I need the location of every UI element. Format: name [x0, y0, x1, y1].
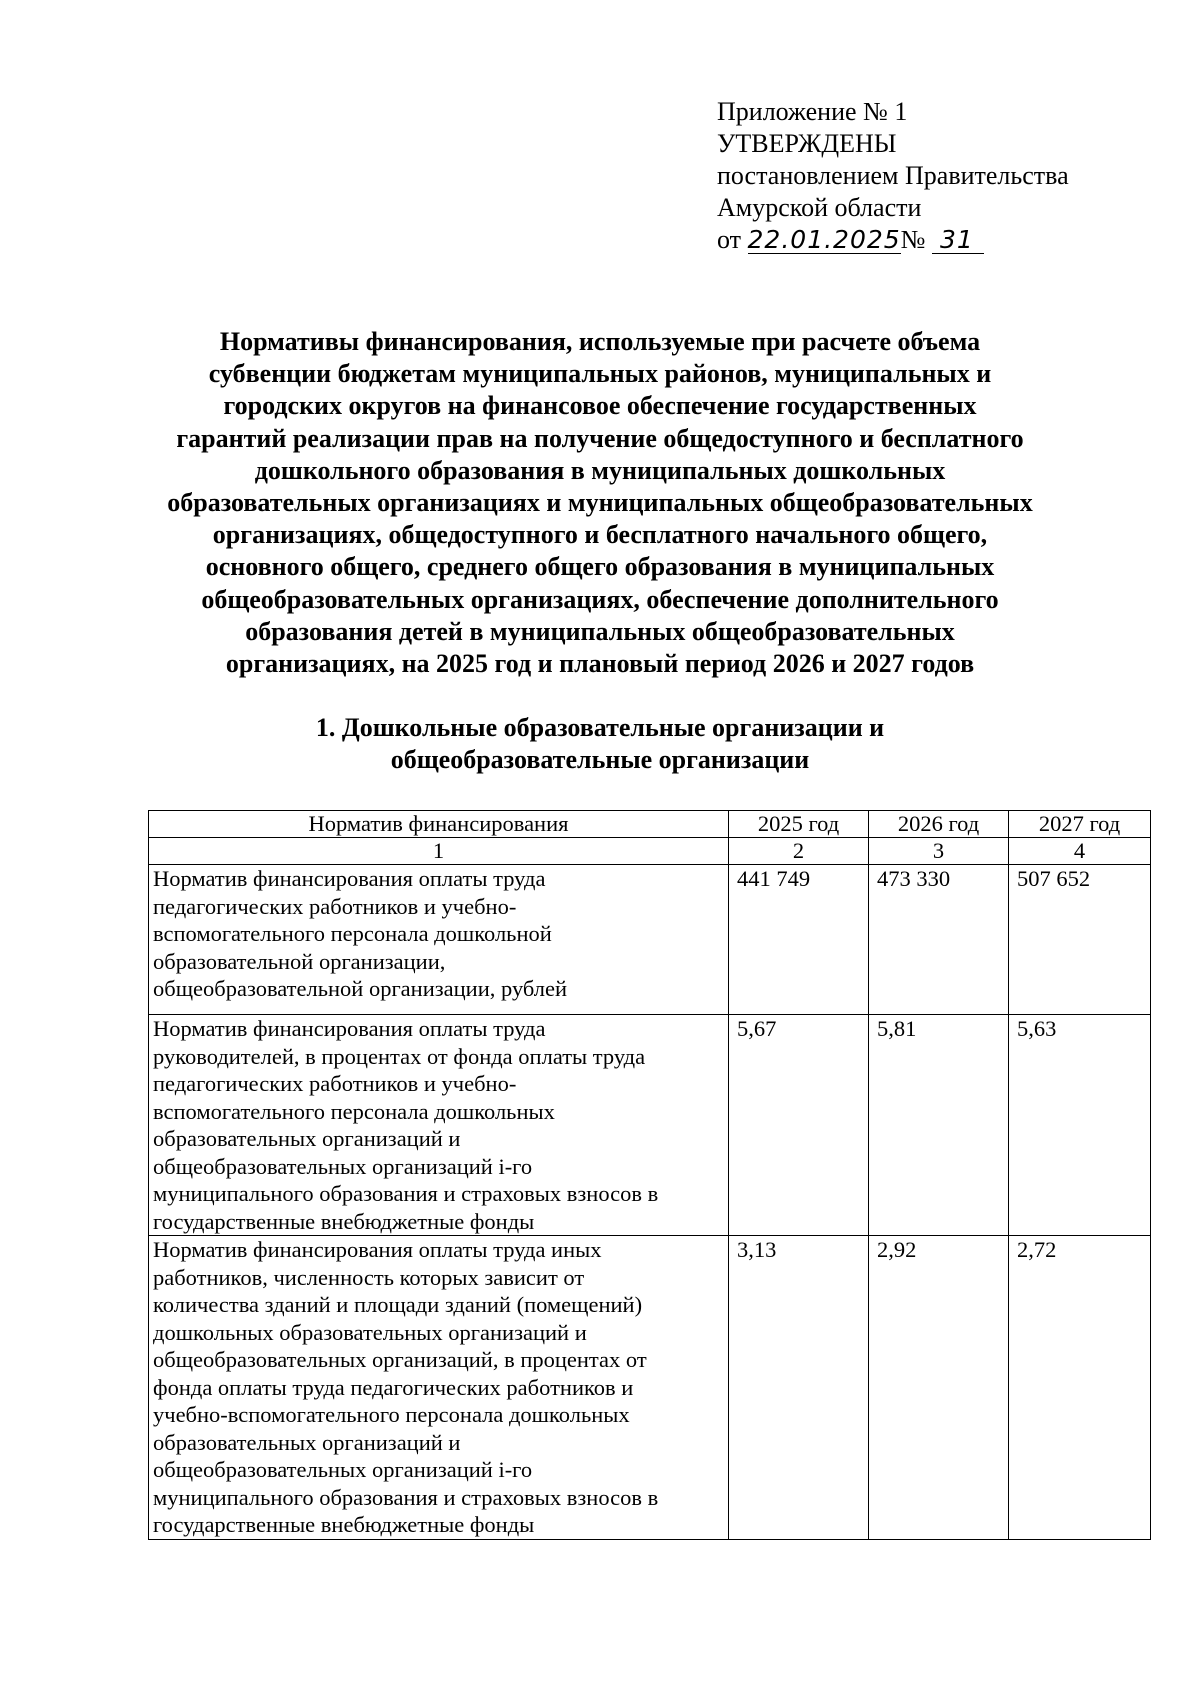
- title-line: общеобразовательных организациях, обеспечение дополнительного: [201, 584, 999, 614]
- description-line: Норматив финансирования оплаты труда иных: [153, 1237, 602, 1262]
- title-line: основного общего, среднего общего образования в муниципальных: [205, 552, 995, 582]
- description-line: государственные внебюджетные фонды: [153, 1512, 535, 1537]
- title-line: организациях, на 2025 год и плановый период 2026 и 2027 годов: [225, 649, 975, 679]
- description-line: образовательных организаций и: [153, 1429, 461, 1455]
- value-2025: 3,13: [729, 1236, 869, 1540]
- description-line: педагогических работников и учебно-: [153, 893, 517, 919]
- table-row: [149, 1236, 1151, 1540]
- description-line: вспомогательного персонала дошкольных: [153, 1098, 555, 1124]
- column-number-cell: 3: [869, 838, 1009, 865]
- document-title: [140, 326, 1060, 680]
- description-line: фонда оплаты труда педагогических работников и: [153, 1374, 634, 1400]
- norm-description: [149, 865, 729, 1015]
- approval-block: [717, 96, 1069, 256]
- title-line: организациях, общедоступного и бесплатного начального общего,: [212, 520, 988, 550]
- handwritten-number: 31: [932, 227, 984, 254]
- title-line: дошкольного образования в муниципальных дошкольных: [254, 455, 946, 485]
- column-number-cell: 1: [149, 838, 729, 865]
- header-cell: 2026 год: [869, 811, 1009, 838]
- description-line: учебно-вспомогательного персонала дошкольных: [153, 1402, 630, 1427]
- description-line: муниципального образования и страховых взносов в: [153, 1484, 659, 1510]
- date-prefix: от: [717, 225, 742, 254]
- column-number-cell: 2: [729, 838, 869, 865]
- title-line: образовательных организациях и муниципальных общеобразовательных: [167, 488, 1033, 518]
- description-line: общеобразовательных организаций, в процентах от: [153, 1347, 647, 1372]
- description-line: руководителей, в процентах от фонда оплаты труда: [153, 1043, 646, 1069]
- header-cell: Норматив финансирования: [149, 811, 729, 838]
- number-prefix: №: [900, 225, 926, 254]
- description-line: Норматив финансирования оплаты труда: [153, 1016, 546, 1041]
- handwritten-date: 22.01.2025: [747, 225, 901, 254]
- title-line: субвенции бюджетам муниципальных районов, муниципальных и: [208, 359, 992, 389]
- section-heading-line: общеобразовательные организации: [390, 745, 810, 774]
- norm-description: [149, 1236, 729, 1540]
- date-number-line: [717, 224, 1069, 256]
- value-2025: 5,67: [729, 1015, 869, 1236]
- description-line: общеобразовательных организаций i-го: [153, 1153, 533, 1179]
- description-line: общеобразовательных организаций i-го: [153, 1457, 533, 1482]
- value-2027: 507 652: [1009, 865, 1151, 1015]
- value-2026: 5,81: [869, 1015, 1009, 1236]
- description-line: дошкольных образовательных организаций и: [153, 1319, 587, 1345]
- appendix-number: Приложение № 1: [717, 97, 908, 126]
- norm-description: [149, 1015, 729, 1236]
- description-line: количества зданий и площади зданий (помещений): [153, 1292, 643, 1317]
- column-number-row: [149, 838, 1151, 865]
- header-cell: 2025 год: [729, 811, 869, 838]
- value-2026: 473 330: [869, 865, 1009, 1015]
- value-2027: 5,63: [1009, 1015, 1151, 1236]
- table-row: [149, 1015, 1151, 1236]
- table-row: [149, 865, 1151, 1015]
- title-line: Нормативы финансирования, используемые при расчете объема: [219, 327, 981, 356]
- description-line: работников, численность которых зависит от: [153, 1264, 585, 1290]
- column-number-cell: 4: [1009, 838, 1151, 865]
- region-line: Амурской области: [717, 193, 922, 222]
- section-heading-line: 1. Дошкольные образовательные организации и: [315, 713, 885, 742]
- approved-by-line: постановлением Правительства: [717, 161, 1069, 190]
- description-line: образовательной организации,: [153, 948, 446, 974]
- norms-table: [148, 810, 1151, 1540]
- table-header-row: [149, 811, 1151, 838]
- description-line: общеобразовательной организации, рублей: [153, 976, 568, 1001]
- approved-label: УТВЕРЖДЕНЫ: [717, 129, 897, 158]
- title-line: образования детей в муниципальных общеобразовательных: [245, 616, 955, 646]
- header-cell: 2027 год: [1009, 811, 1151, 838]
- description-line: педагогических работников и учебно-: [153, 1071, 517, 1096]
- value-2027: 2,72: [1009, 1236, 1151, 1540]
- title-line: гарантий реализации прав на получение общедоступного и бесплатного: [176, 423, 1024, 453]
- value-2025: 441 749: [729, 865, 869, 1015]
- description-line: Норматив финансирования оплаты труда: [153, 866, 546, 891]
- title-line: городских округов на финансовое обеспечение государственных: [223, 391, 977, 421]
- value-2026: 2,92: [869, 1236, 1009, 1540]
- description-line: вспомогательного персонала дошкольной: [153, 921, 552, 946]
- section-heading: [240, 712, 960, 776]
- description-line: муниципального образования и страховых взносов в: [153, 1181, 659, 1206]
- description-line: образовательных организаций и: [153, 1126, 461, 1151]
- description-line: государственные внебюджетные фонды: [153, 1208, 535, 1234]
